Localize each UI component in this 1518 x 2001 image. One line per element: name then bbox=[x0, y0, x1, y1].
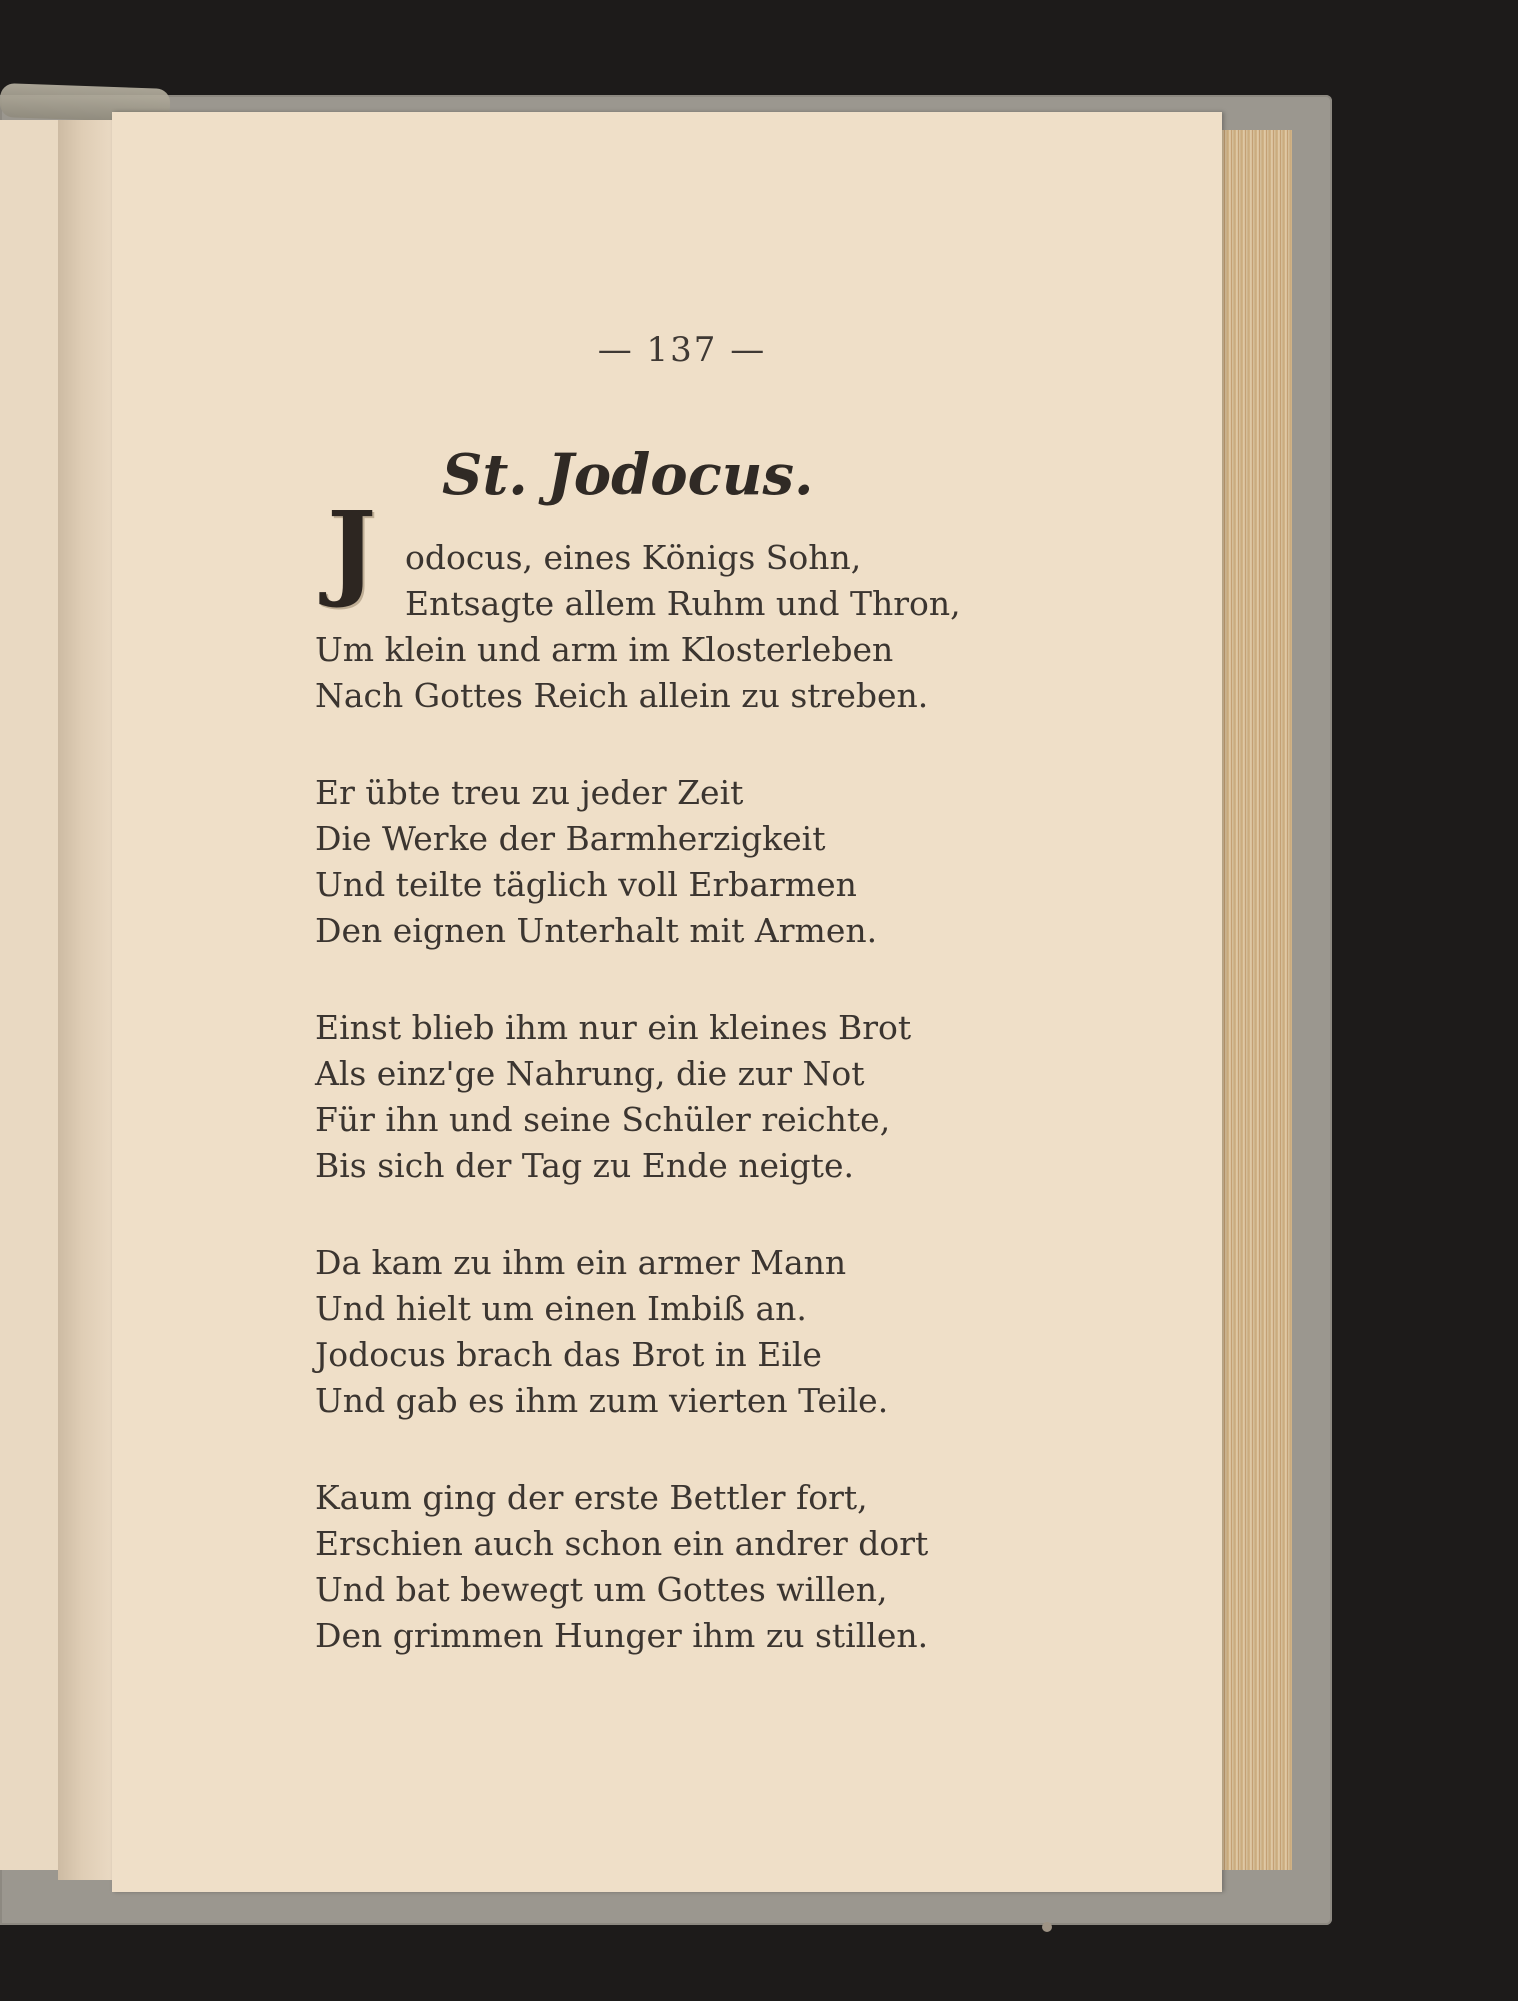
poem-line: Den eignen Unterhalt mit Armen. bbox=[315, 911, 878, 950]
poem-line: Die Werke der Barmherzigkeit bbox=[315, 819, 826, 858]
paper-speck bbox=[1042, 1922, 1052, 1932]
poem-line: Und bat bewegt um Gottes willen, bbox=[315, 1570, 888, 1609]
stanza bbox=[315, 1005, 1115, 1225]
drop-cap: J bbox=[327, 488, 377, 611]
poem-line: Als einz'ge Nahrung, die zur Not bbox=[315, 1054, 865, 1093]
poem-title: St. Jodocus. bbox=[442, 442, 814, 508]
poem-line: Er übte treu zu jeder Zeit bbox=[315, 773, 744, 812]
poem-line: Erschien auch schon ein andrer dort bbox=[315, 1524, 929, 1563]
poem-line: Entsagte allem Ruhm und Thron, bbox=[405, 584, 961, 623]
stanza bbox=[315, 1475, 1115, 1695]
stanza bbox=[315, 1240, 1115, 1460]
poem-body bbox=[315, 488, 1115, 1710]
poem-line: Einst blieb ihm nur ein kleines Brot bbox=[315, 1008, 912, 1047]
poem-line: Und teilte täglich voll Erbarmen bbox=[315, 865, 857, 904]
page-number: — 137 — bbox=[597, 330, 767, 370]
left-page-edge bbox=[0, 120, 61, 1870]
page-gutter bbox=[58, 120, 118, 1880]
poem-line: Um klein und arm im Klosterleben bbox=[315, 630, 894, 669]
poem-line: Bis sich der Tag zu Ende neigte. bbox=[315, 1146, 854, 1185]
poem-line: Kaum ging der erste Bettler fort, bbox=[315, 1478, 868, 1517]
poem-line: Nach Gottes Reich allein zu streben. bbox=[315, 676, 929, 715]
poem-line: Und hielt um einen Imbiß an. bbox=[315, 1289, 807, 1328]
poem-line: Den grimmen Hunger ihm zu stillen. bbox=[315, 1616, 929, 1655]
stanza bbox=[315, 770, 1115, 990]
poem-line: Und gab es ihm zum vierten Teile. bbox=[315, 1381, 889, 1420]
poem-line: Da kam zu ihm ein armer Mann bbox=[315, 1243, 847, 1282]
poem-line-text: odocus, eines Königs Sohn, bbox=[405, 538, 862, 577]
poem-line: Für ihn und seine Schüler reichte, bbox=[315, 1100, 891, 1139]
poem-line: Jodocus brach das Brot in Eile bbox=[315, 1335, 822, 1374]
stanza bbox=[315, 488, 1115, 755]
